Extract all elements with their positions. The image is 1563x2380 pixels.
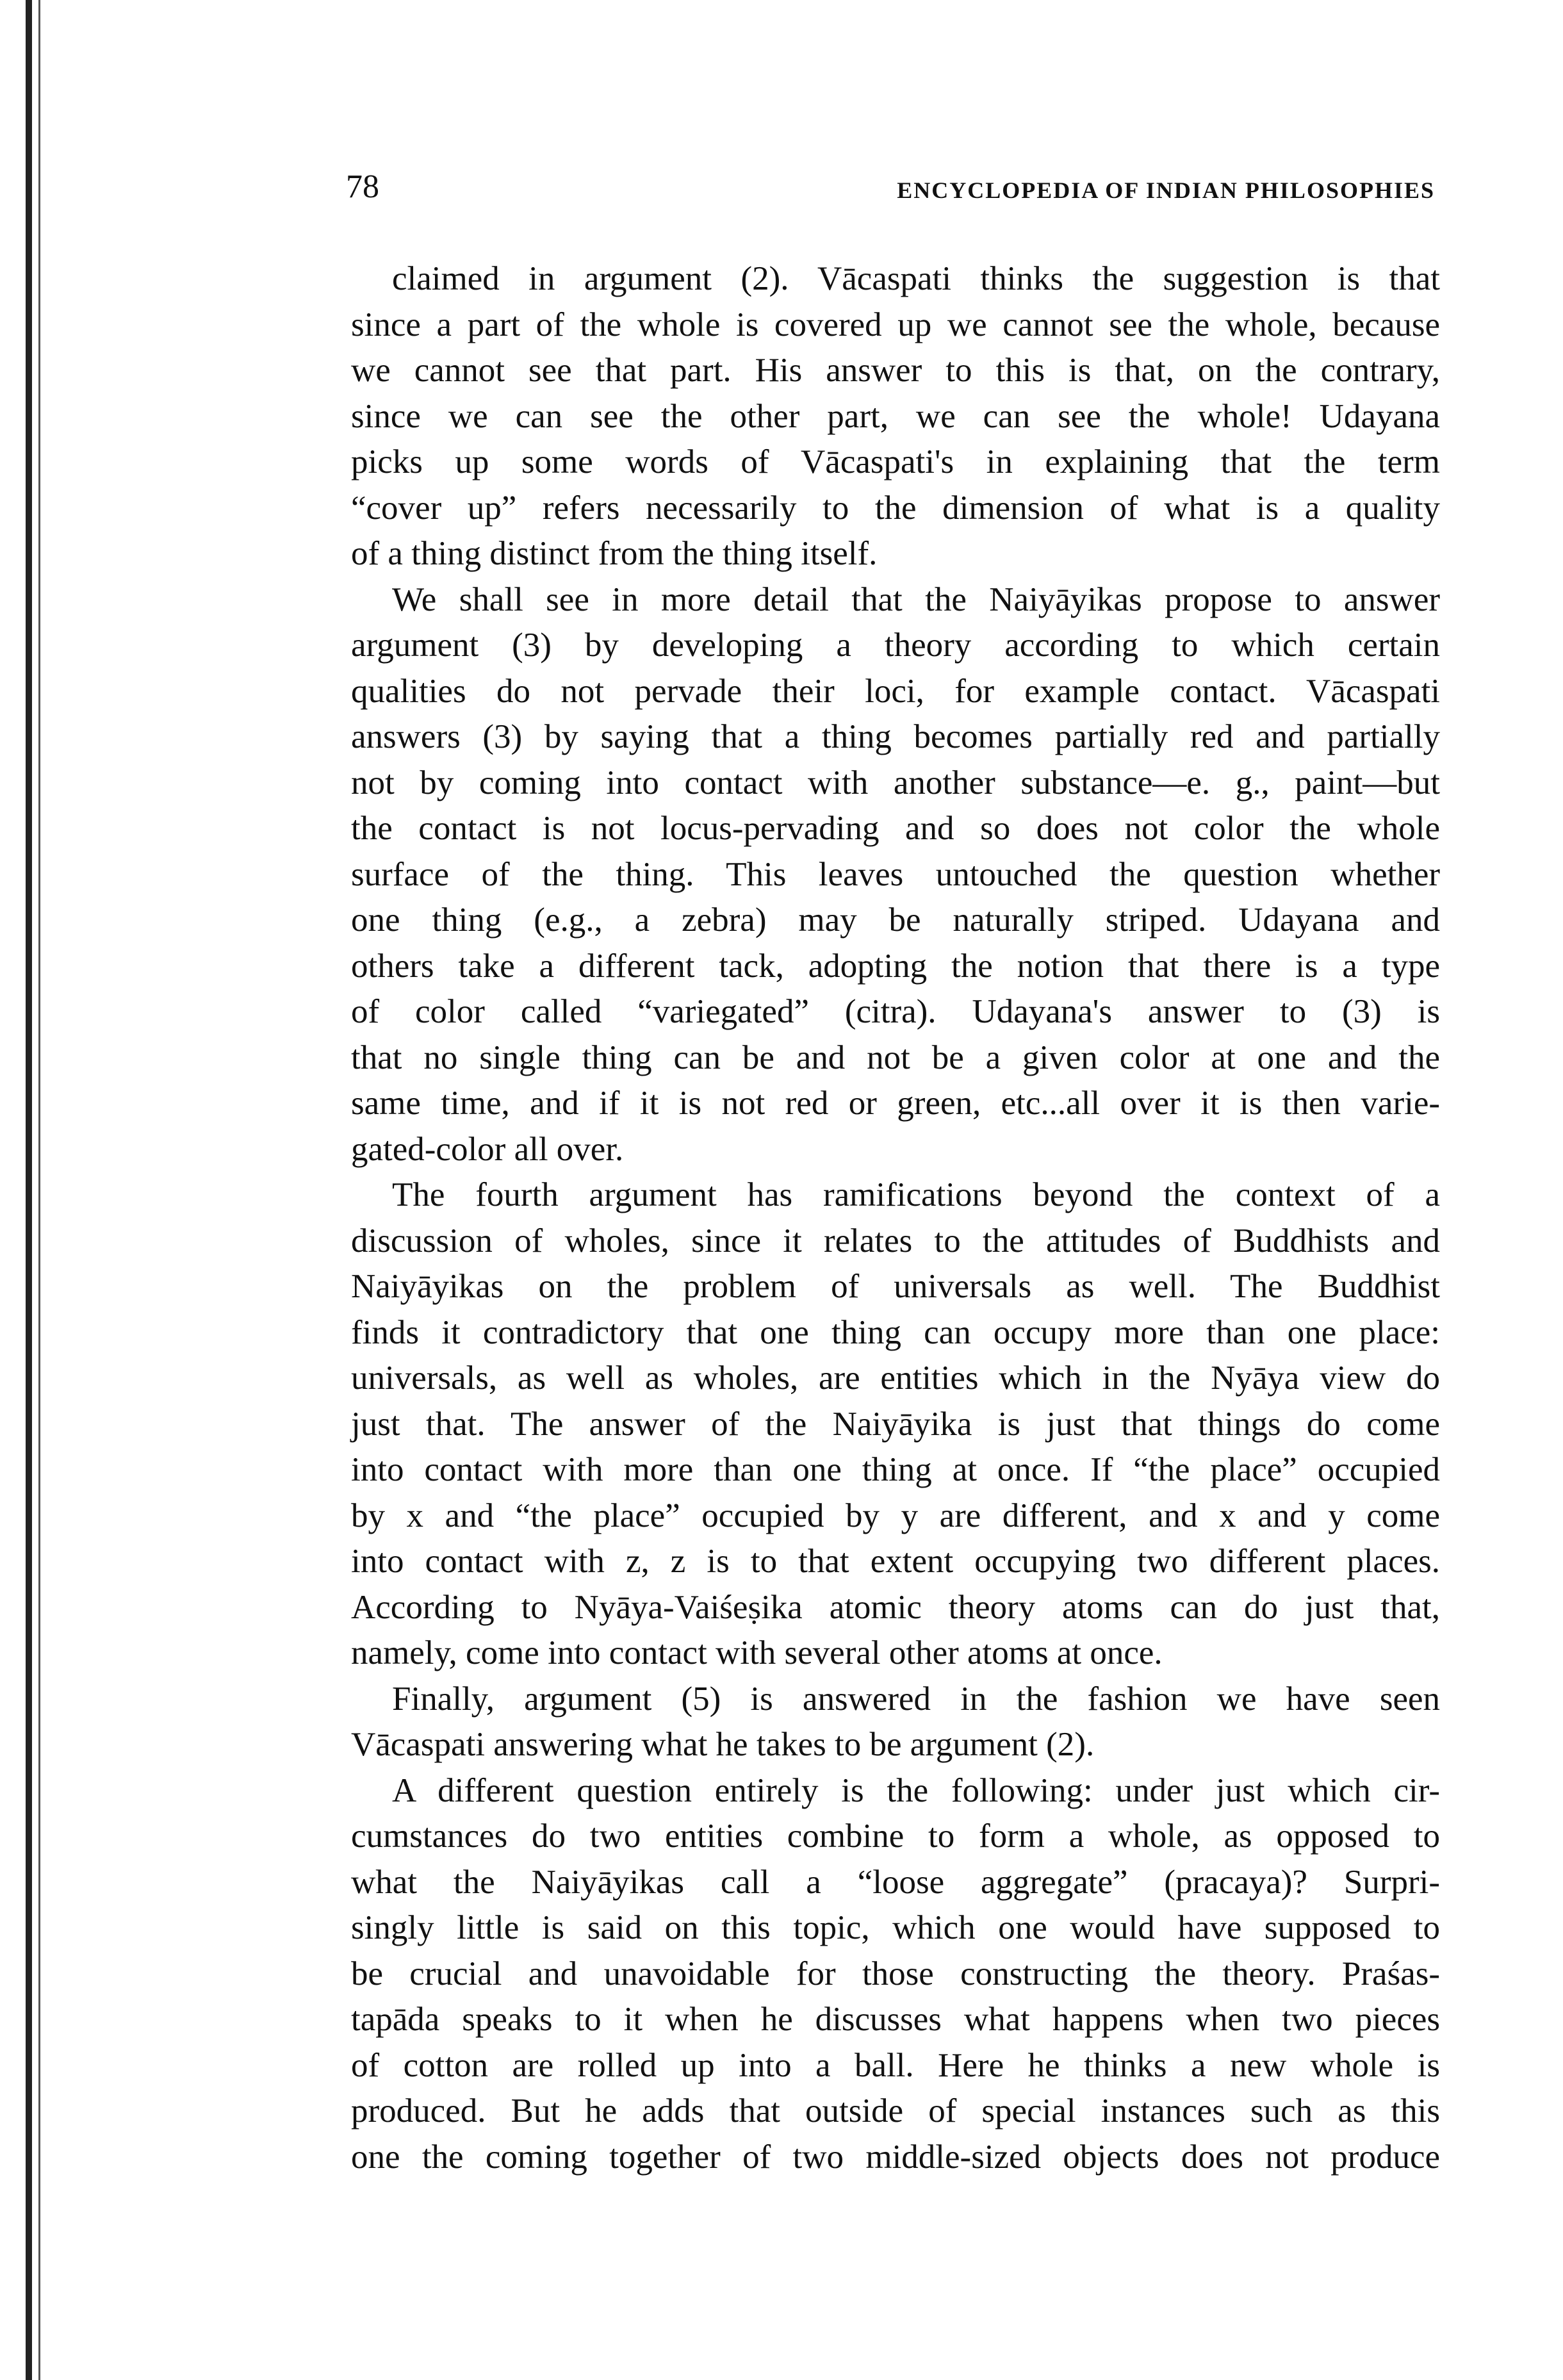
text-line: one the coming together of two middle-sized objects does not produce — [351, 2138, 1440, 2176]
text-line: since we can see the other part, we can see the whole! Udayana — [351, 397, 1440, 435]
text-line: cumstances do two entities combine to form a whole, as opposed to — [351, 1818, 1440, 1855]
text-line: According to Nyāya-Vaiśeṣika atomic theory atoms can do just that, — [351, 1588, 1440, 1626]
text-line: Naiyāyikas on the problem of universals as well. The Buddhist — [351, 1268, 1440, 1305]
text-line: since a part of the whole is covered up we cannot see the whole, because — [351, 306, 1440, 343]
text-line: of color called “variegated” (citra). Udayana's answer to (3) is — [351, 993, 1440, 1030]
text-line: “cover up” refers necessarily to the dimension of what is a quality — [351, 489, 1440, 527]
text-line: claimed in argument (2). Vācaspati thinks the suggestion is that — [392, 260, 1440, 297]
text-line: Finally, argument (5) is answered in the fashion we have seen — [392, 1680, 1440, 1718]
paragraph — [351, 577, 1440, 1173]
page-number: 78 — [346, 168, 379, 205]
text-line: A different question entirely is the following: under just which cir- — [392, 1771, 1440, 1809]
text-line: into contact with more than one thing at once. If “the place” occupied — [351, 1451, 1440, 1488]
text-line: picks up some words of Vācaspati's in explaining that the term — [351, 443, 1440, 480]
text-line: same time, and if it is not red or green, etc...all over it is then varie- — [351, 1085, 1440, 1122]
text-line: we cannot see that part. His answer to this is that, on the contrary, — [351, 352, 1440, 389]
text-line: just that. The answer of the Naiyāyika is just that things do come — [351, 1405, 1440, 1443]
text-line: surface of the thing. This leaves untouched the question whether — [351, 855, 1440, 893]
text-line: not by coming into contact with another substance—e. g., paint—but — [351, 764, 1440, 801]
body-text — [351, 256, 1440, 2180]
text-line: of a thing distinct from the thing itself. — [351, 535, 878, 572]
text-line: by x and “the place” occupied by y are different, and x and y come — [351, 1497, 1440, 1534]
scan-binding-edge — [26, 0, 32, 2380]
paragraph — [351, 1172, 1440, 1677]
text-line: tapāda speaks to it when he discusses what happens when two pieces — [351, 2001, 1440, 2038]
text-line: answers (3) by saying that a thing becomes partially red and partially — [351, 718, 1440, 755]
text-line: that no single thing can be and not be a given color at one and the — [351, 1038, 1440, 1076]
paragraph — [351, 256, 1440, 577]
text-line: of cotton are rolled up into a ball. Here he thinks a new whole is — [351, 2046, 1440, 2084]
text-line: gated-color all over. — [351, 1130, 624, 1168]
text-line: qualities do not pervade their loci, for example contact. Vācaspati — [351, 672, 1440, 710]
text-line: We shall see in more detail that the Naiyāyikas propose to answer — [392, 580, 1440, 618]
text-line: others take a different tack, adopting the notion that there is a type — [351, 947, 1440, 985]
text-line: namely, come into contact with several other atoms at once. — [351, 1634, 1163, 1671]
text-line: singly little is said on this topic, which one would have supposed to — [351, 1909, 1440, 1946]
text-line: one thing (e.g., a zebra) may be naturally striped. Udayana and — [351, 901, 1440, 939]
paragraph — [351, 1768, 1440, 2181]
running-head: ENCYCLOPEDIA OF INDIAN PHILOSOPHIES — [897, 177, 1435, 203]
text-line: discussion of wholes, since it relates to the attitudes of Buddhists and — [351, 1222, 1440, 1260]
text-line: The fourth argument has ramifications beyond the context of a — [392, 1176, 1440, 1213]
text-line: be crucial and unavoidable for those constructing the theory. Praśas- — [351, 1955, 1440, 1992]
text-line: produced. But he adds that outside of special instances such as this — [351, 2092, 1440, 2130]
paragraph — [351, 1677, 1440, 1768]
text-line: into contact with z, z is to that extent occupying two different places. — [351, 1543, 1440, 1580]
scan-binding-edge-line — [38, 0, 40, 2380]
text-line: universals, as well as wholes, are entities which in the Nyāya view do — [351, 1359, 1440, 1397]
text-line: argument (3) by developing a theory according to which certain — [351, 627, 1440, 664]
text-line: what the Naiyāyikas call a “loose aggregate” (pracaya)? Surpri- — [351, 1863, 1440, 1901]
text-line: finds it contradictory that one thing can occupy more than one place: — [351, 1313, 1440, 1351]
text-line: Vācaspati answering what he takes to be argument (2). — [351, 1726, 1095, 1763]
text-line: the contact is not locus-pervading and so does not color the whole — [351, 810, 1440, 847]
